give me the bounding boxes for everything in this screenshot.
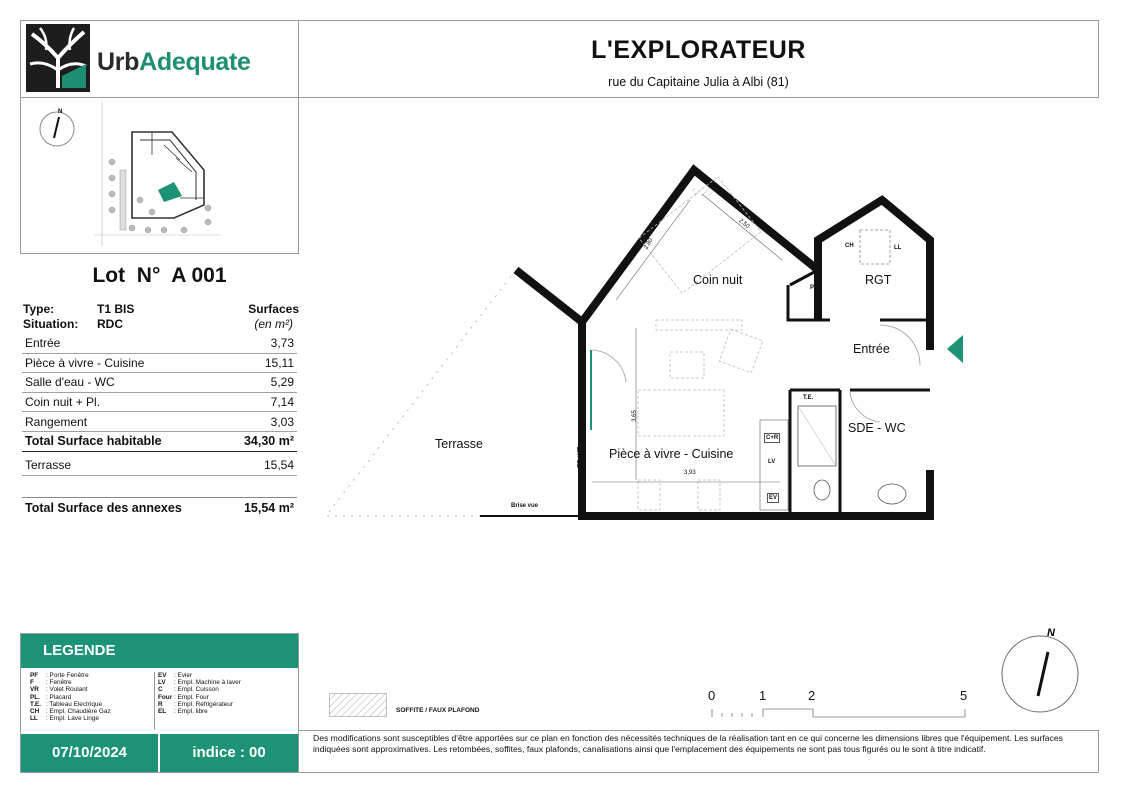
total-annexes-row: Total Surface des annexes 15,54 m² (22, 497, 297, 515)
label-brise-vue: Brise vue (511, 503, 539, 509)
annexes-table (22, 456, 297, 476)
logo-tree-icon (26, 24, 90, 92)
legend-item: VR : Volet Roulant (30, 686, 88, 694)
legend-item: C : Empl. Cuisson (158, 686, 219, 694)
legend-col-2 (158, 672, 296, 715)
label-ch: CH (845, 243, 854, 249)
legend-item: EV : Evier (158, 672, 193, 679)
label-pl: Pl. (810, 285, 818, 291)
table-row: Salle d'eau - WC 5,29 (22, 373, 297, 393)
legend-item: F : Fenêtre (30, 679, 72, 687)
dim-2-50: 2,50 (737, 217, 751, 231)
table-row: Pièce à vivre - Cuisine 15,11 (22, 353, 297, 373)
keyplan-site-map (92, 100, 222, 248)
dim-3-93: 3,93 (684, 470, 696, 476)
situation-label: Situation: (23, 317, 79, 331)
room-piece-a-vivre: Pièce à vivre - Cuisine (609, 447, 734, 461)
legend-divider (154, 672, 155, 730)
legend-title: LEGENDE (21, 634, 298, 668)
scale-1: 1 (759, 688, 767, 703)
page-title: L'EXPLORATEUR (591, 36, 806, 64)
type-value: T1 BIS (97, 302, 135, 316)
situation-value: RDC (97, 317, 123, 331)
surfaces-table (22, 334, 297, 452)
room-sde-wc: SDE - WC (848, 421, 906, 435)
legend-col-1 (30, 672, 155, 722)
total-habitable-row: Total Surface habitable 34,30 m² (22, 431, 297, 451)
surfaces-label: Surfaces (248, 302, 299, 316)
entrance-arrow-icon (945, 333, 965, 365)
scale-0: 0 (708, 688, 716, 703)
legend-item: CH : Empl. Chaudière Gaz (30, 708, 111, 716)
address: rue du Capitaine Julia à Albi (81) (608, 75, 789, 89)
label-ev: EV (769, 495, 778, 501)
dim-2-80: 2,80 (643, 237, 655, 251)
logo-text: UrbAdequate (97, 48, 251, 76)
room-rgt: RGT (865, 273, 892, 287)
type-label: Type: (23, 302, 55, 316)
room-coin-nuit: Coin nuit (693, 273, 743, 287)
table-row: Coin nuit + Pl. 7,14 (22, 392, 297, 412)
legend-item: PL. : Placard (30, 693, 72, 701)
lot-number: Lot N° A 001 (92, 264, 227, 287)
date-badge: 07/10/2024 (21, 734, 158, 772)
soffite-swatch (329, 693, 387, 717)
lot-type-block (23, 302, 299, 332)
indice-badge: indice : 00 (160, 734, 298, 772)
label-ll: LL (894, 245, 902, 251)
legend-item: R : Empl. Réfrigérateur (158, 700, 233, 708)
dim-3-65: 3,65 (631, 410, 638, 422)
label-lv: LV (768, 459, 776, 465)
room-terrasse: Terrasse (435, 437, 483, 451)
surfaces-unit: (en m²) (254, 317, 293, 331)
legend-item: LL : Empl. Lave Linge (30, 715, 99, 723)
north-compass-icon (998, 622, 1084, 716)
legend-item: T.E. : Tableau Electrique (30, 700, 103, 708)
label-pf-vr: PF +VR (577, 446, 584, 468)
keyplan-north-label: N (58, 109, 63, 115)
legend-item: PF : Porte Fenêtre (30, 672, 89, 679)
label-te: T.E. (803, 395, 814, 401)
table-row: Rangement 3,03 (22, 412, 297, 432)
table-row: Entrée 3,73 (22, 334, 297, 353)
soffite-label: SOFFITE / FAUX PLAFOND (396, 707, 480, 714)
disclaimer: Des modifications sont susceptibles d'être apportées sur ce plan en fonction des nécessités techniques de la réalisation tant en ce qui concerne les dimensions libres que l'équipement. Les surfaces indiquées sont approximatives. Les retombées, soffites, faux plafonds, canalisations ainsi que l'emplacement des équipements ne sont pas tous figurés ou le sont à titre indicatif. (313, 733, 1063, 754)
label-cr: C+R (766, 435, 779, 441)
room-entree: Entrée (853, 342, 890, 356)
keyplan-compass-icon (37, 105, 77, 149)
scale-5: 5 (960, 688, 968, 703)
scale-bar (710, 705, 970, 719)
legend-item: EL : Empl. libre (158, 708, 208, 716)
legend-item: LV : Empl. Machine à laver (158, 679, 241, 687)
legend-item: Four : Empl. Four (158, 693, 209, 701)
table-row: Terrasse 15,54 (22, 456, 297, 475)
scale-2: 2 (808, 688, 816, 703)
compass-north-label: N (1047, 627, 1055, 639)
